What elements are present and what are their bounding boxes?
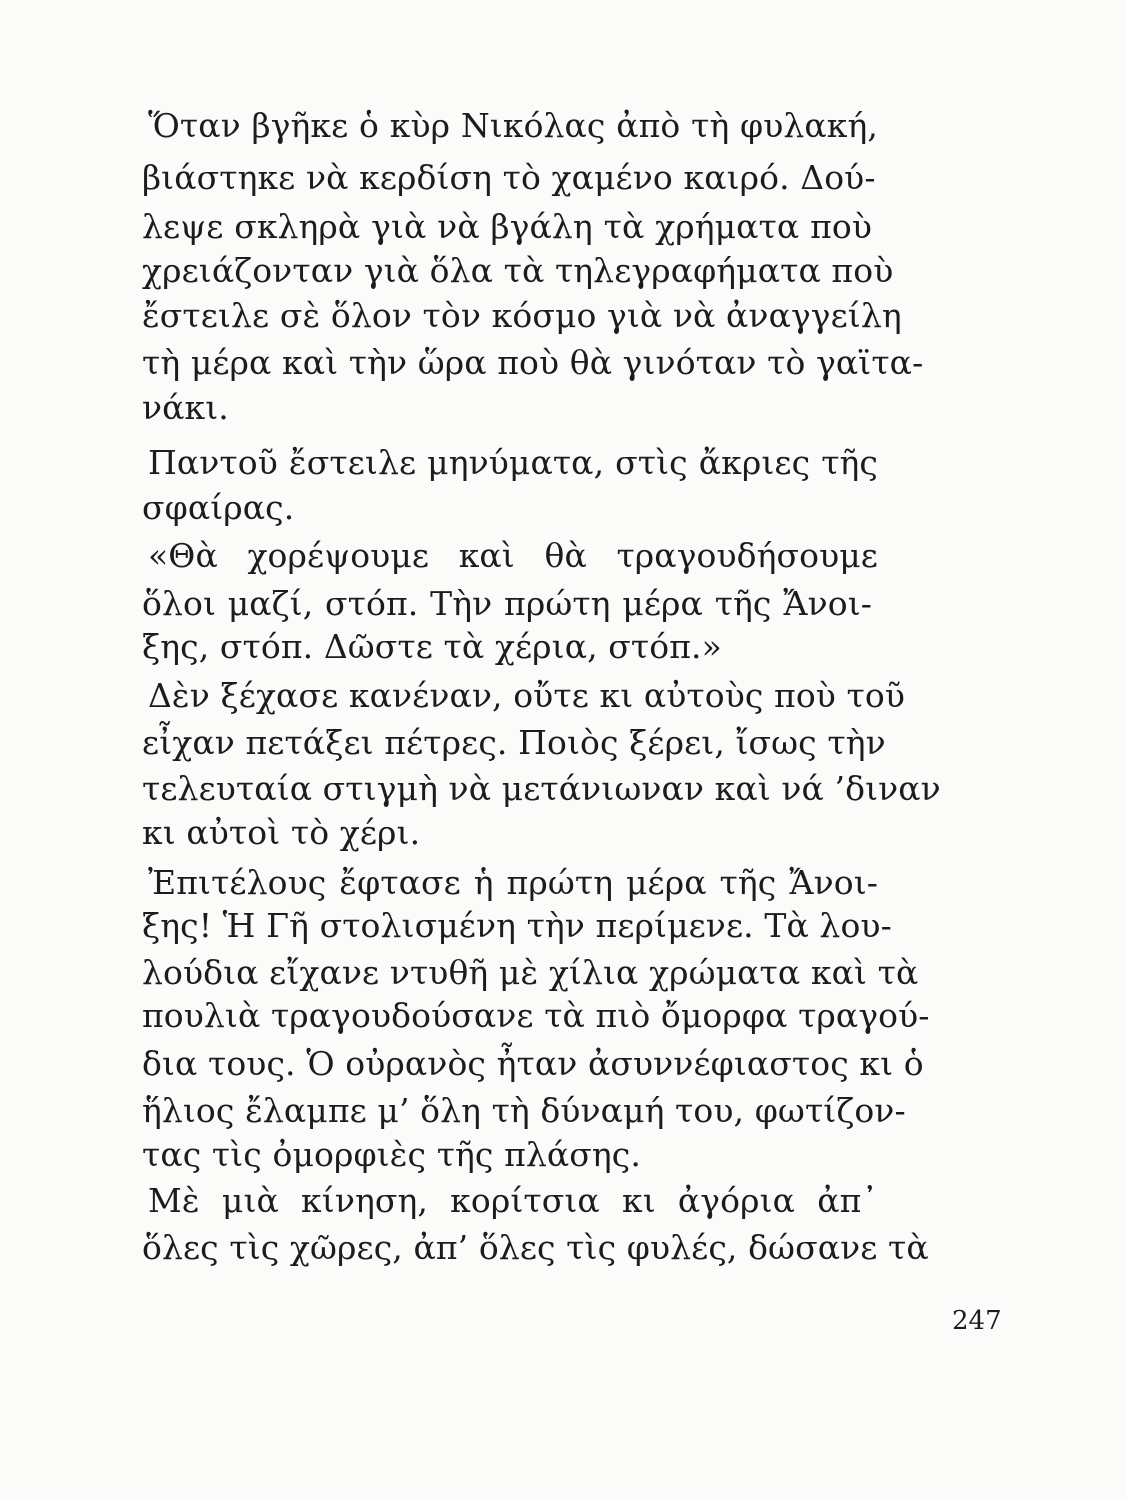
text-line: ξης! Ἡ Γῆ στολισμένη τὴν περίμενε. Τὰ λου- [142,906,892,945]
text-line: λεψε σκληρὰ γιὰ νὰ βγάλη τὰ χρήματα ποὺ [142,207,872,246]
text-line: ἥλιος ἔλαμπε μ’ ὅλη τὴ δύναμή του, φωτίζον- [142,1091,906,1130]
text-line: τας τὶς ὀμορφιὲς τῆς πλάσης. [142,1135,641,1174]
text-line: πουλιὰ τραγουδούσανε τὰ πιὸ ὄμορφα τραγού- [142,996,930,1035]
text-line: νάκι. [142,388,229,427]
text-line: Ἐπιτέλους ἔφτασε ἡ πρώτη μέρα τῆς Ἄνοι- [148,863,878,902]
text-line: ὅλες τὶς χῶρες, ἀπ’ ὅλες τὶς φυλές, δώσανε τὰ [142,1228,929,1267]
text-line: ἔστειλε σὲ ὅλον τὸν κόσμο γιὰ νὰ ἀναγγείλη [142,296,902,335]
text-line: Δὲν ξέχασε κανέναν, οὔτε κι αὐτοὺς ποὺ τοῦ [148,676,906,715]
text-line: εἶχαν πετάξει πέτρες. Ποιὸς ξέρει, ἴσως τὴν [142,723,886,762]
text-line: βιάστηκε νὰ κερδίση τὸ χαμένο καιρό. Δού- [142,158,876,197]
text-line: λούδια εἴχανε ντυθῆ μὲ χίλια χρώματα καὶ τὰ [142,953,919,992]
text-line: Μὲ μιὰ κίνηση, κορίτσια κι ἀγόρια ἀπ᾿ [148,1181,878,1220]
text-line: κι αὐτοὶ τὸ χέρι. [142,813,421,852]
text-line: τὴ μέρα καὶ τὴν ὥρα ποὺ θὰ γινόταν τὸ γαϊτα- [142,343,924,382]
text-line: τελευταία στιγμὴ νὰ μετάνιωναν καὶ νά ’διναν [142,769,941,808]
text-line: δια τους. Ὁ οὐρανὸς ἦταν ἀσυννέφιαστος κι ὁ [142,1044,924,1083]
text-line: ὅλοι μαζί, στόπ. Τὴν πρώτη μέρα τῆς Ἄνοι- [142,584,872,623]
text-line: Ὅταν βγῆκε ὁ κὺρ Νικόλας ἀπὸ τὴ φυλακή, [148,106,878,145]
text-line: «Θὰ χορέψουμε καὶ θὰ τραγουδήσουμε [148,536,878,575]
text-line: σφαίρας. [142,488,295,527]
text-line: χρειάζονταν γιὰ ὅλα τὰ τηλεγραφήματα ποὺ [142,251,894,290]
text-line: ξης, στόπ. Δῶστε τὰ χέρια, στόπ.» [142,627,722,666]
page-number: 247 [952,1306,1002,1336]
text-line: Παντοῦ ἔστειλε μηνύματα, στὶς ἄκριες τῆς [148,443,878,482]
